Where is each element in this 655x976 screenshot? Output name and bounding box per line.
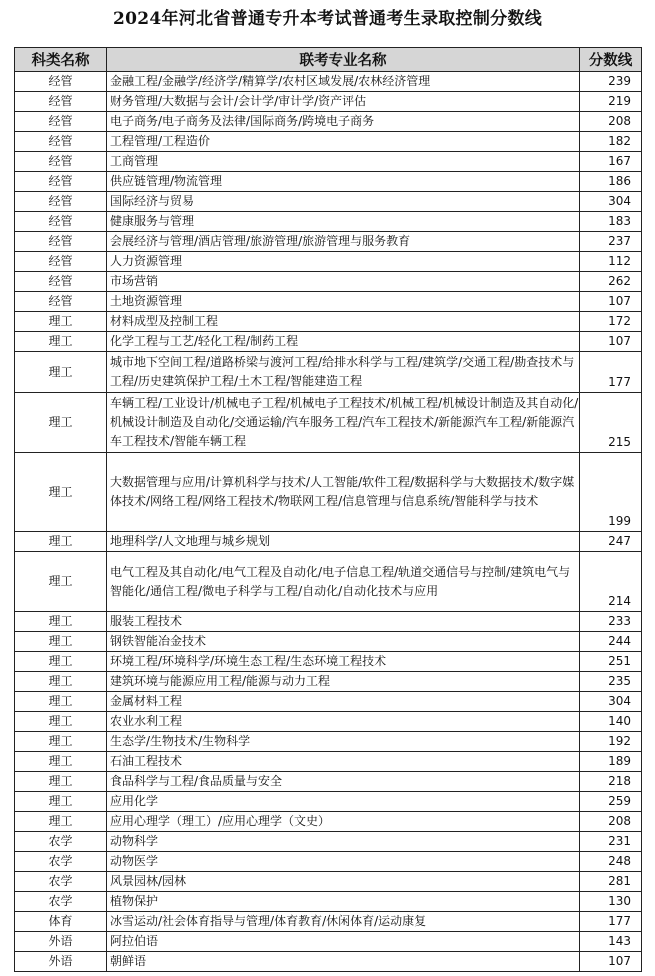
cell-category: 理工 [15,772,107,792]
cell-major: 应用化学 [107,792,580,812]
cell-category: 农学 [15,852,107,872]
table-row [15,832,642,852]
table-row [15,112,642,132]
table-row [15,352,642,393]
cell-major: 石油工程技术 [107,752,580,772]
cell-score: 192 [580,732,642,752]
cell-major: 城市地下空间工程/道路桥梁与渡河工程/给排水科学与工程/建筑学/交通工程/勘查技术与工程/历史建筑保护工程/土木工程/智能建造工程 [107,352,580,393]
table-row [15,292,642,312]
cell-major: 服装工程技术 [107,612,580,632]
cell-category: 农学 [15,832,107,852]
cell-score: 177 [580,352,642,393]
cell-category: 经管 [15,112,107,132]
cell-category: 理工 [15,552,107,612]
cell-category: 理工 [15,732,107,752]
cell-major: 生态学/生物技术/生物科学 [107,732,580,752]
cell-category: 理工 [15,712,107,732]
cell-category: 外语 [15,952,107,972]
cell-score: 218 [580,772,642,792]
cell-category: 理工 [15,652,107,672]
table-row [15,532,642,552]
table-header-row [15,48,642,72]
cell-major: 食品科学与工程/食品质量与安全 [107,772,580,792]
cell-category: 体育 [15,912,107,932]
cell-category: 理工 [15,812,107,832]
cell-score: 177 [580,912,642,932]
table-row [15,332,642,352]
cell-category: 理工 [15,453,107,532]
cell-major: 动物科学 [107,832,580,852]
cell-major: 阿拉伯语 [107,932,580,952]
cell-score: 244 [580,632,642,652]
cell-category: 理工 [15,672,107,692]
cell-category: 理工 [15,752,107,772]
table-row [15,612,642,632]
cell-category: 经管 [15,232,107,252]
cell-score: 215 [580,393,642,453]
cell-category: 农学 [15,872,107,892]
table-row [15,952,642,972]
table-row [15,453,642,532]
cell-score: 186 [580,172,642,192]
cell-major: 金属材料工程 [107,692,580,712]
table-row [15,652,642,672]
cell-major: 建筑环境与能源应用工程/能源与动力工程 [107,672,580,692]
cell-major: 农业水利工程 [107,712,580,732]
cell-score: 167 [580,152,642,172]
cell-score: 107 [580,332,642,352]
cell-major: 工程管理/工程造价 [107,132,580,152]
cell-category: 理工 [15,393,107,453]
table-row [15,552,642,612]
cell-major: 大数据管理与应用/计算机科学与技术/人工智能/软件工程/数据科学与大数据技术/数字媒体技术/网络工程/网络工程技术/物联网工程/信息管理与信息系统/智能科学与技术 [107,453,580,532]
cell-category: 经管 [15,172,107,192]
table-row [15,92,642,112]
header-category: 科类名称 [15,48,107,72]
table-row [15,672,642,692]
table-row [15,932,642,952]
cell-major: 钢铁智能冶金技术 [107,632,580,652]
cell-major: 材料成型及控制工程 [107,312,580,332]
cell-score: 248 [580,852,642,872]
cell-score: 239 [580,72,642,92]
cell-major: 人力资源管理 [107,252,580,272]
cell-score: 262 [580,272,642,292]
cell-category: 经管 [15,152,107,172]
cell-score: 199 [580,453,642,532]
cell-major: 土地资源管理 [107,292,580,312]
cell-score: 237 [580,232,642,252]
cell-major: 冰雪运动/社会体育指导与管理/体育教育/休闲体育/运动康复 [107,912,580,932]
table-row [15,712,642,732]
cell-score: 143 [580,932,642,952]
cell-category: 理工 [15,352,107,393]
table-row [15,212,642,232]
cell-category: 农学 [15,892,107,912]
cell-category: 经管 [15,92,107,112]
table-row [15,792,642,812]
cell-major: 地理科学/人文地理与城乡规划 [107,532,580,552]
cell-score: 251 [580,652,642,672]
cell-score: 107 [580,292,642,312]
cell-major: 动物医学 [107,852,580,872]
cell-score: 235 [580,672,642,692]
table-row [15,72,642,92]
cell-category: 理工 [15,612,107,632]
cell-major: 国际经济与贸易 [107,192,580,212]
cell-major: 金融工程/金融学/经济学/精算学/农村区域发展/农林经济管理 [107,72,580,92]
cell-score: 214 [580,552,642,612]
cell-major: 风景园林/园林 [107,872,580,892]
cell-category: 经管 [15,272,107,292]
cell-score: 112 [580,252,642,272]
cell-major: 电气工程及其自动化/电气工程及自动化/电子信息工程/轨道交通信号与控制/建筑电气与智能化/通信工程/微电子科学与工程/自动化/自动化技术与应用 [107,552,580,612]
cell-category: 理工 [15,332,107,352]
cell-score: 182 [580,132,642,152]
cell-score: 189 [580,752,642,772]
table-row [15,752,642,772]
table-row [15,912,642,932]
cell-score: 208 [580,112,642,132]
cell-major: 供应链管理/物流管理 [107,172,580,192]
cell-category: 理工 [15,692,107,712]
cell-major: 环境工程/环境科学/环境生态工程/生态环境工程技术 [107,652,580,672]
cell-score: 107 [580,952,642,972]
cell-category: 理工 [15,792,107,812]
cell-major: 会展经济与管理/酒店管理/旅游管理/旅游管理与服务教育 [107,232,580,252]
cell-score: 130 [580,892,642,912]
table-row [15,252,642,272]
cell-major: 工商管理 [107,152,580,172]
cell-score: 259 [580,792,642,812]
table-row [15,692,642,712]
header-score: 分数线 [580,48,642,72]
cell-score: 231 [580,832,642,852]
cell-category: 经管 [15,132,107,152]
cell-major: 车辆工程/工业设计/机械电子工程/机械电子工程技术/机械工程/机械设计制造及其自动化/机械设计制造及自动化/交通运输/汽车服务工程/汽车工程技术/新能源汽车工程/新能源汽车工程技术/智能车辆工程 [107,393,580,453]
cell-score: 140 [580,712,642,732]
table-body [15,72,642,972]
table-row [15,312,642,332]
cell-score: 183 [580,212,642,232]
cell-major: 植物保护 [107,892,580,912]
cell-category: 理工 [15,532,107,552]
table-row [15,172,642,192]
cell-major: 朝鲜语 [107,952,580,972]
cell-category: 经管 [15,212,107,232]
table-row [15,892,642,912]
table-row [15,632,642,652]
cell-major: 电子商务/电子商务及法律/国际商务/跨境电子商务 [107,112,580,132]
cell-major: 市场营销 [107,272,580,292]
table-row [15,192,642,212]
cell-category: 理工 [15,632,107,652]
document-title: 2024年河北省普通专升本考试普通考生录取控制分数线 [112,9,543,29]
cell-score: 304 [580,692,642,712]
table-row [15,272,642,292]
table-row [15,132,642,152]
header-major: 联考专业名称 [107,48,580,72]
cell-category: 经管 [15,292,107,312]
table-row [15,872,642,892]
cell-score: 208 [580,812,642,832]
cell-major: 财务管理/大数据与会计/会计学/审计学/资产评估 [107,92,580,112]
cell-category: 经管 [15,192,107,212]
table-row [15,772,642,792]
cell-major: 健康服务与管理 [107,212,580,232]
cell-category: 外语 [15,932,107,952]
table-row [15,393,642,453]
cell-score: 219 [580,92,642,112]
cell-score: 247 [580,532,642,552]
cell-major: 应用心理学（理工）/应用心理学（文史） [107,812,580,832]
table-row [15,232,642,252]
table-row [15,812,642,832]
cell-score: 233 [580,612,642,632]
score-table [14,47,642,972]
table-row [15,852,642,872]
cell-category: 经管 [15,252,107,272]
cell-major: 化学工程与工艺/轻化工程/制药工程 [107,332,580,352]
cell-score: 281 [580,872,642,892]
cell-score: 304 [580,192,642,212]
cell-score: 172 [580,312,642,332]
table-row [15,152,642,172]
cell-category: 理工 [15,312,107,332]
cell-category: 经管 [15,72,107,92]
table-row [15,732,642,752]
